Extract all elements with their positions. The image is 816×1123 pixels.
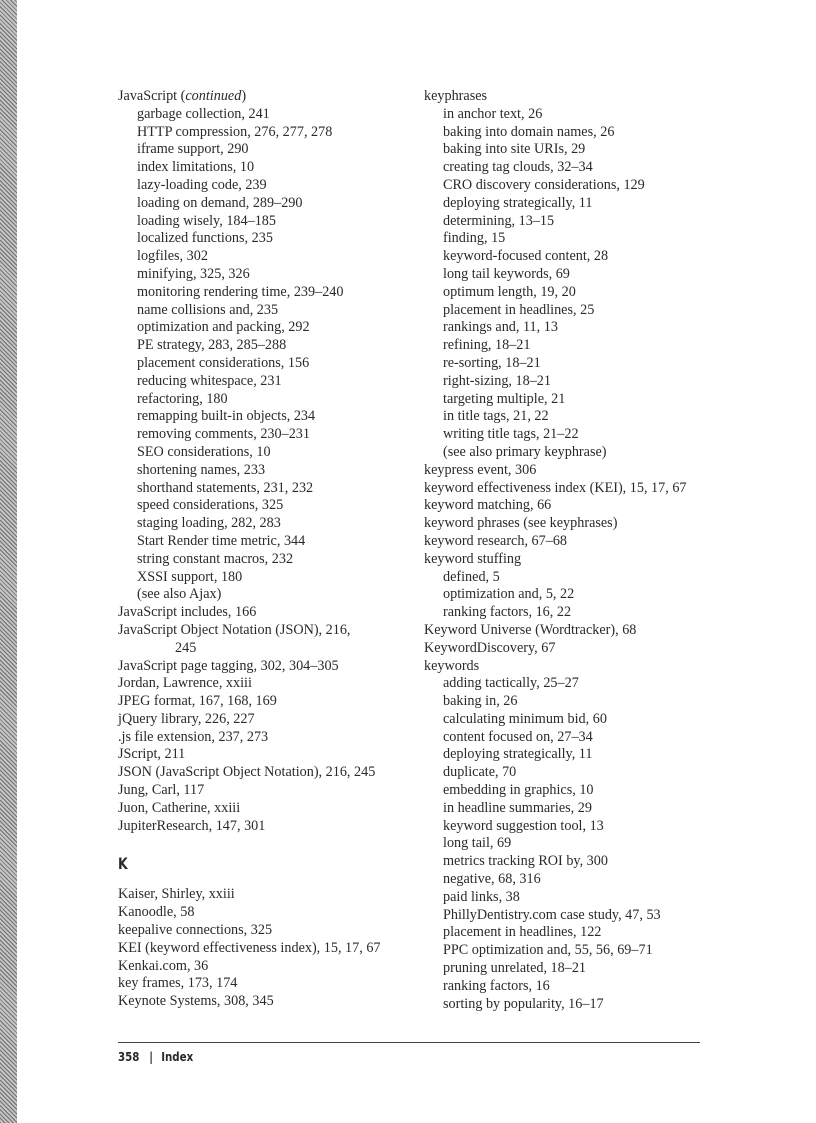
index-subentry: removing comments, 230–231 [137,426,310,443]
index-subentry: in title tags, 21, 22 [443,408,549,425]
index-subentry: negative, 68, 316 [443,871,541,888]
index-subentry: embedding in graphics, 10 [443,782,594,799]
index-subentry: shortening names, 233 [137,461,266,478]
index-subentry: HTTP compression, 276, 277, 278 [137,123,333,140]
index-subentry: XSSI support, 180 [137,568,243,585]
index-subentry: refining, 18–21 [443,337,531,354]
index-subentry: placement in headlines, 25 [443,301,595,318]
index-subentry: optimization and packing, 292 [137,319,310,336]
index-entry: keyword stuffing [424,550,522,567]
index-subentry: targeting multiple, 21 [443,390,566,407]
index-subentry: PPC optimization and, 55, 56, 69–71 [443,942,653,959]
index-subentry: sorting by popularity, 16–17 [443,995,604,1012]
index-subentry: speed considerations, 325 [137,497,284,514]
index-subentry: remapping built-in objects, 234 [137,408,316,425]
index-entry: keepalive connections, 325 [118,922,273,939]
index-subentry: placement considerations, 156 [137,354,310,371]
index-subentry: determining, 13–15 [443,212,555,229]
index-subentry: writing title tags, 21–22 [443,426,579,443]
index-subentry: shorthand statements, 231, 232 [137,479,314,496]
index-subentry: baking into site URIs, 29 [443,141,586,158]
index-subentry: ranking factors, 16, 22 [443,604,572,621]
index-entry: JupiterResearch, 147, 301 [118,817,266,834]
index-subentry: minifying, 325, 326 [137,265,250,282]
index-entry: Kaiser, Shirley, xxiii [118,886,235,903]
index-subentry: defined, 5 [443,568,500,585]
index-subentry: loading on demand, 289–290 [137,194,303,211]
index-subentry: loading wisely, 184–185 [137,212,276,229]
index-subentry: ranking factors, 16 [443,977,550,994]
index-entry: keyword phrases (see keyphrases) [424,515,618,532]
index-entry: JavaScript page tagging, 302, 304–305 [118,657,339,674]
index-entry: Keynote Systems, 308, 345 [118,993,274,1010]
page-number: 358 [118,1049,140,1064]
index-subentry: Start Render time metric, 344 [137,532,306,549]
index-entry: keywords [424,657,480,674]
index-subentry: CRO discovery considerations, 129 [443,176,645,193]
index-entry: Keyword Universe (Wordtracker), 68 [424,621,637,638]
index-subentry: (see also primary keyphrase) [443,443,607,460]
index-subentry: deploying strategically, 11 [443,194,593,211]
index-entry: Jordan, Lawrence, xxiii [118,675,252,692]
index-subentry: finding, 15 [443,230,506,247]
index-subentry: duplicate, 70 [443,764,517,781]
index-entry: keyword research, 67–68 [424,532,568,549]
index-entry: Kenkai.com, 36 [118,957,209,974]
index-subentry: PE strategy, 283, 285–288 [137,337,287,354]
footer-section-title: Index [161,1049,194,1064]
index-entry: Jung, Carl, 117 [118,782,205,799]
index-entry: JPEG format, 167, 168, 169 [118,693,277,710]
index-subentry: PhillyDentistry.com case study, 47, 53 [443,906,661,923]
index-entry: KeywordDiscovery, 67 [424,639,556,656]
index-entry: keyword effectiveness index (KEI), 15, 17, 67 [424,479,687,496]
footer-rule [118,1042,700,1043]
index-entry: KEI (keyword effectiveness index), 15, 17, 67 [118,939,381,956]
index-entry: keyword matching, 66 [424,497,552,514]
index-subentry: long tail, 69 [443,835,512,852]
index-subentry: rankings and, 11, 13 [443,319,558,336]
index-subentry: staging loading, 282, 283 [137,515,281,532]
page-edge-strip [0,0,17,1123]
index-subentry: optimum length, 19, 20 [443,283,576,300]
index-subentry: refactoring, 180 [137,390,228,407]
index-subentry: content focused on, 27–34 [443,728,593,745]
index-entry-continuation: 245 [175,639,197,656]
index-subentry: creating tag clouds, 32–34 [443,159,593,176]
index-subentry: deploying strategically, 11 [443,746,593,763]
index-entry-text: JavaScript Object Notation (JSON), 216, [118,621,351,638]
index-entry: JScript, 211 [118,746,186,763]
index-subentry: SEO considerations, 10 [137,443,271,460]
index-entry: keypress event, 306 [424,461,537,478]
section-letter-heading: K [118,854,128,874]
index-subentry: string constant macros, 232 [137,550,294,567]
index-subentry: optimization and, 5, 22 [443,586,575,603]
index-subentry: in anchor text, 26 [443,105,543,122]
index-subentry: pruning unrelated, 18–21 [443,960,587,977]
index-subentry: baking in, 26 [443,693,518,710]
index-subentry: placement in headlines, 122 [443,924,602,941]
index-subentry: monitoring rendering time, 239–240 [137,283,344,300]
continued-label: continued [185,88,242,104]
index-subentry: in headline summaries, 29 [443,799,592,816]
page-footer [118,1049,193,1064]
index-entry: keyphrases [424,88,488,104]
index-subentry: right-sizing, 18–21 [443,372,551,389]
index-subentry: name collisions and, 235 [137,301,279,318]
index-subentry: baking into domain names, 26 [443,123,615,140]
footer-separator: | [149,1049,153,1064]
index-entry: jQuery library, 226, 227 [118,710,255,727]
index-subentry: adding tactically, 25–27 [443,675,579,692]
index-entry: .js file extension, 237, 273 [118,728,269,745]
index-column-left [118,88,408,1011]
index-subentry: reducing whitespace, 231 [137,372,282,389]
index-subentry: re-sorting, 18–21 [443,354,541,371]
index-subentry: paid links, 38 [443,888,520,905]
index-subentry: iframe support, 290 [137,141,249,158]
index-subentry: logfiles, 302 [137,248,208,265]
index-column-right [424,88,714,1013]
index-subentry: garbage collection, 241 [137,105,270,122]
index-entry: JavaScript (continued) [118,88,247,104]
index-entry: key frames, 173, 174 [118,975,238,992]
index-entry: JSON (JavaScript Object Notation), 216, 245 [118,764,376,781]
index-subentry: calculating minimum bid, 60 [443,710,607,727]
index-subentry: localized functions, 235 [137,230,273,247]
index-subentry: (see also Ajax) [137,586,222,603]
index-entry: Juon, Catherine, xxiii [118,799,241,816]
index-entry: Kanoodle, 58 [118,904,195,921]
index-subentry: long tail keywords, 69 [443,265,570,282]
index-entry [118,622,408,658]
index-subentry: metrics tracking ROI by, 300 [443,853,608,870]
index-subentry: keyword-focused content, 28 [443,248,609,265]
index-entry: JavaScript includes, 166 [118,604,257,621]
index-subentry: keyword suggestion tool, 13 [443,817,604,834]
index-subentry: index limitations, 10 [137,159,255,176]
index-subentry: lazy-loading code, 239 [137,176,267,193]
